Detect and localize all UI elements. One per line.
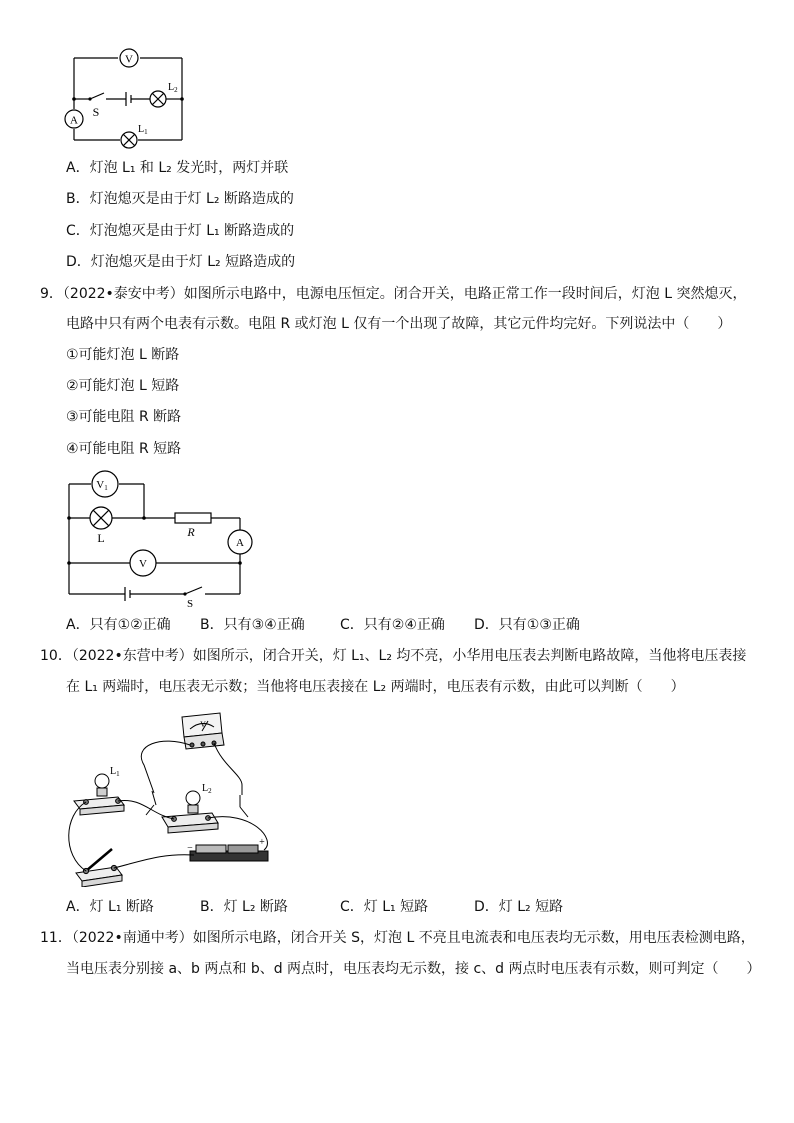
q10-options (66, 897, 563, 917)
lamp-l2-label: $L_2$ (202, 783, 212, 795)
q9-statement-4: ④可能电阻 R 短路 (66, 441, 182, 457)
q9-circuit-diagram (60, 468, 260, 610)
q9-statement-1: ①可能灯泡 L 断路 (66, 347, 180, 363)
q11-stem-line1: 11．（2022•南通中考）如图所示电路，闭合开关 S，灯泡 L 不亮且电流表和电压表均无示数，用电压表检测电路， (40, 930, 755, 946)
switch-label: S (186, 598, 194, 610)
q10-option-a: A．灯 L₁ 断路 (66, 899, 154, 915)
voltmeter-v1-label: V1 (96, 479, 108, 492)
q9-statement-2: ②可能灯泡 L 短路 (66, 378, 180, 394)
q9-option-a: A．只有①②正确 (66, 617, 171, 633)
q10-option-c: C．灯 L₁ 短路 (340, 899, 429, 915)
q10-option-b: B．灯 L₂ 断路 (200, 899, 288, 915)
switch-label: S (92, 105, 100, 119)
q9-options (66, 615, 580, 635)
q9-stem-line1: 9．（2022•泰安中考）如图所示电路中，电源电压恒定。闭合开关，电路正常工作一段时间后，灯泡 L 突然熄灭， (40, 286, 747, 302)
lamp-l-label: L (97, 531, 105, 545)
battery-plus-label: + (259, 837, 265, 848)
lamp-l2-label: $L_2$ (168, 82, 178, 94)
q8-option-b: B．灯泡熄灭是由于灯 L₂ 断路造成的 (66, 191, 294, 207)
q10-physical-circuit-illustration (62, 705, 277, 887)
voltmeter-label: V (200, 720, 206, 729)
q10-stem-line2: 在 L₁ 两端时，电压表无示数；当他将电压表接在 L₂ 两端时，电压表有示数，由此可以判断（ ） (66, 679, 685, 695)
q10-stem-line1: 10．（2022•东营中考）如图所示，闭合开关，灯 L₁、L₂ 均不亮，小华用电压表去判断电路故障，当他将电压表接 (40, 648, 747, 664)
voltmeter-label: V (125, 53, 133, 66)
q11-stem-line2: 当电压表分别接 a、b 两点和 b、d 两点时，电压表均无示数，接 c、d 两点时电压表有示数，则可判定（ ） (66, 961, 761, 977)
q9-stem-line2: 电路中只有两个电表有示数。电阻 R 或灯泡 L 仅有一个出现了故障，其它元件均完好。下列说法中（ ） (66, 316, 732, 332)
ammeter-label: A (70, 114, 78, 127)
q9-option-d: D．只有①③正确 (474, 617, 580, 633)
q9-option-c: C．只有②④正确 (340, 617, 445, 633)
q8-circuit-diagram (58, 44, 198, 154)
q9-option-b: B．只有③④正确 (200, 617, 305, 633)
battery-minus-label: − (187, 843, 193, 854)
q8-option-a: A．灯泡 L₁ 和 L₂ 发光时，两灯并联 (66, 160, 289, 176)
ammeter-label: A (236, 537, 244, 549)
voltmeter-v-label: V (139, 558, 147, 570)
lamp-l1-label: $L_1$ (138, 124, 148, 136)
q10-option-d: D．灯 L₂ 短路 (474, 899, 564, 915)
lamp-l1-label: $L_1$ (110, 766, 120, 778)
resistor-r-label: R (187, 525, 195, 539)
q8-option-d: D．灯泡熄灭是由于灯 L₂ 短路造成的 (66, 254, 296, 270)
q8-option-c: C．灯泡熄灭是由于灯 L₁ 断路造成的 (66, 223, 295, 239)
q9-statement-3: ③可能电阻 R 断路 (66, 409, 182, 425)
